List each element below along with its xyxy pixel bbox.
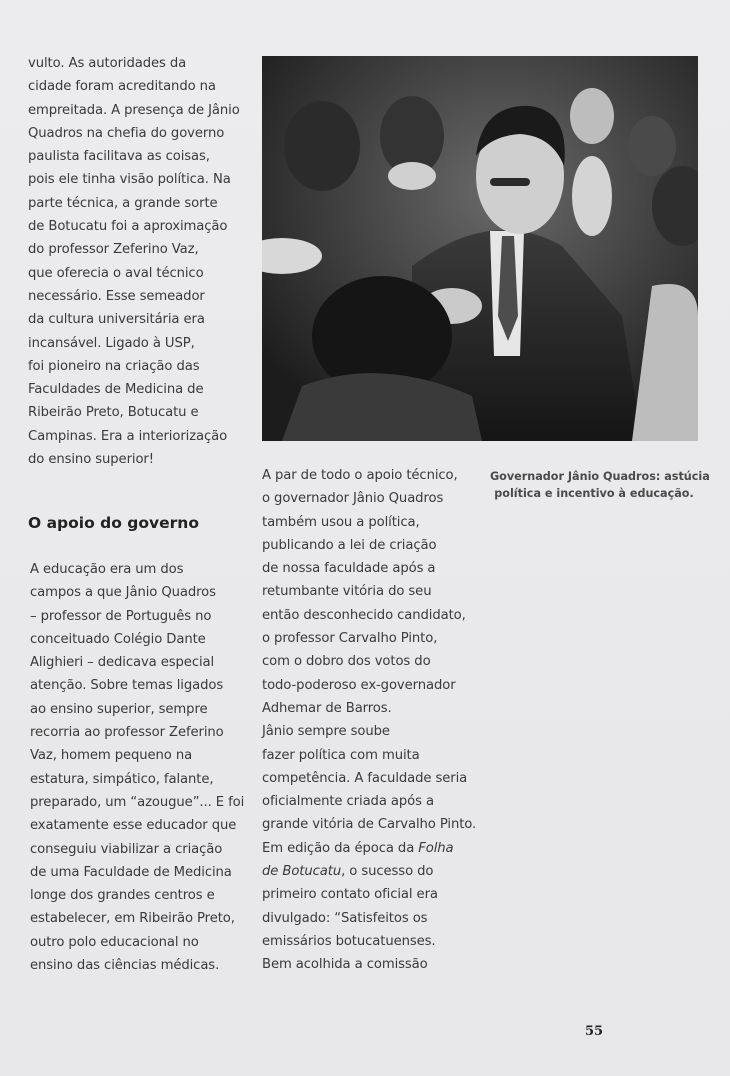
photo-governor-crowd xyxy=(262,56,698,441)
text-line: Adhemar de Barros. xyxy=(262,700,392,716)
text-line: competência. A faculdade seria xyxy=(262,770,468,786)
text-line: Jânio sempre soube xyxy=(262,724,390,740)
text-line: emissários botucatuenses. xyxy=(262,933,436,949)
text-line: que oferecia o aval técnico xyxy=(28,265,204,281)
caption-line: política e incentivo à educação. xyxy=(494,487,694,500)
text-line: Bem acolhida a comissão xyxy=(262,957,428,973)
text-line: – professor de Português no xyxy=(30,608,212,624)
text-line: conceituado Colégio Dante xyxy=(30,631,206,647)
text-line: ensino das ciências médicas. xyxy=(30,958,220,974)
text-column-middle xyxy=(262,464,487,977)
text-line: A educação era um dos xyxy=(30,562,184,577)
text-line: divulgado: “Satisfeitos os xyxy=(262,910,428,926)
text-line: campos a que Jânio Quadros xyxy=(30,585,216,601)
text-line: vulto. As autoridades da xyxy=(28,56,187,71)
text-line: então desconhecido candidato, xyxy=(262,607,466,623)
text-line: o governador Jânio Quadros xyxy=(262,491,444,507)
page-number: 55 xyxy=(585,1024,604,1039)
text-line: longe dos grandes centros e xyxy=(30,888,215,904)
text-line: cidade foram acreditando na xyxy=(28,79,216,95)
text-line: fazer política com muita xyxy=(262,747,420,763)
text-line: outro polo educacional no xyxy=(30,934,199,950)
text-line: atenção. Sobre temas ligados xyxy=(30,678,224,694)
text-line: necessário. Esse semeador xyxy=(28,288,205,304)
text-line: Alighieri – dedicava especial xyxy=(30,655,215,671)
text-line: Ribeirão Preto, Botucatu e xyxy=(28,405,199,421)
photo-caption xyxy=(490,468,710,502)
text-line: foi pioneiro na criação das xyxy=(28,358,200,374)
text-line: estabelecer, em Ribeirão Preto, xyxy=(30,911,235,927)
text-line: de Botucatu, o sucesso do xyxy=(262,864,434,880)
text-line: estatura, simpático, falante, xyxy=(30,771,214,787)
text-line: Faculdades de Medicina de xyxy=(28,382,204,398)
text-line: paulista facilitava as coisas, xyxy=(28,149,210,165)
text-line: Quadros na chefia do governo xyxy=(28,125,225,141)
text-line: A par de todo o apoio técnico, xyxy=(262,468,458,483)
text-line: empreitada. A presença de Jânio xyxy=(28,102,240,118)
text-line: pois ele tinha visão política. Na xyxy=(28,172,231,188)
text-line: exatamente esse educador que xyxy=(30,818,237,834)
text-line: o professor Carvalho Pinto, xyxy=(262,631,438,647)
caption-line: Governador Jânio Quadros: astúcia xyxy=(490,470,710,483)
text-line: do ensino superior! xyxy=(28,452,154,468)
text-line: retumbante vitória do seu xyxy=(262,584,432,600)
text-line: parte técnica, a grande sorte xyxy=(28,195,218,211)
text-line: ao ensino superior, sempre xyxy=(30,701,208,717)
text-line: de uma Faculdade de Medicina xyxy=(30,864,232,880)
text-line: também usou a política, xyxy=(262,514,420,530)
text-line: publicando a lei de criação xyxy=(262,537,437,553)
text-line: incansável. Ligado à USP, xyxy=(28,335,195,351)
text-line: todo-poderoso ex-governador xyxy=(262,677,456,693)
text-column-left-bottom xyxy=(30,558,245,977)
text-line: de Botucatu foi a aproximação xyxy=(28,219,228,235)
text-line: de nossa faculdade após a xyxy=(262,561,436,577)
text-line: Em edição da época da Folha xyxy=(262,840,454,856)
text-line: do professor Zeferino Vaz, xyxy=(28,242,199,258)
text-column-left-top xyxy=(28,52,243,471)
text-line: primeiro contato oficial era xyxy=(262,887,438,903)
text-line: oficialmente criada após a xyxy=(262,794,434,810)
text-line: preparado, um “azougue”... E foi xyxy=(30,794,245,810)
text-line: Campinas. Era a interiorização xyxy=(28,428,228,444)
text-line: grande vitória de Carvalho Pinto. xyxy=(262,817,477,833)
text-line: com o dobro dos votos do xyxy=(262,654,431,670)
text-line: da cultura universitária era xyxy=(28,312,205,328)
section-heading: O apoio do governo xyxy=(28,514,199,532)
text-line: Vaz, homem pequeno na xyxy=(30,748,193,764)
text-line: recorria ao professor Zeferino xyxy=(30,725,224,741)
text-line: conseguiu viabilizar a criação xyxy=(30,841,223,857)
